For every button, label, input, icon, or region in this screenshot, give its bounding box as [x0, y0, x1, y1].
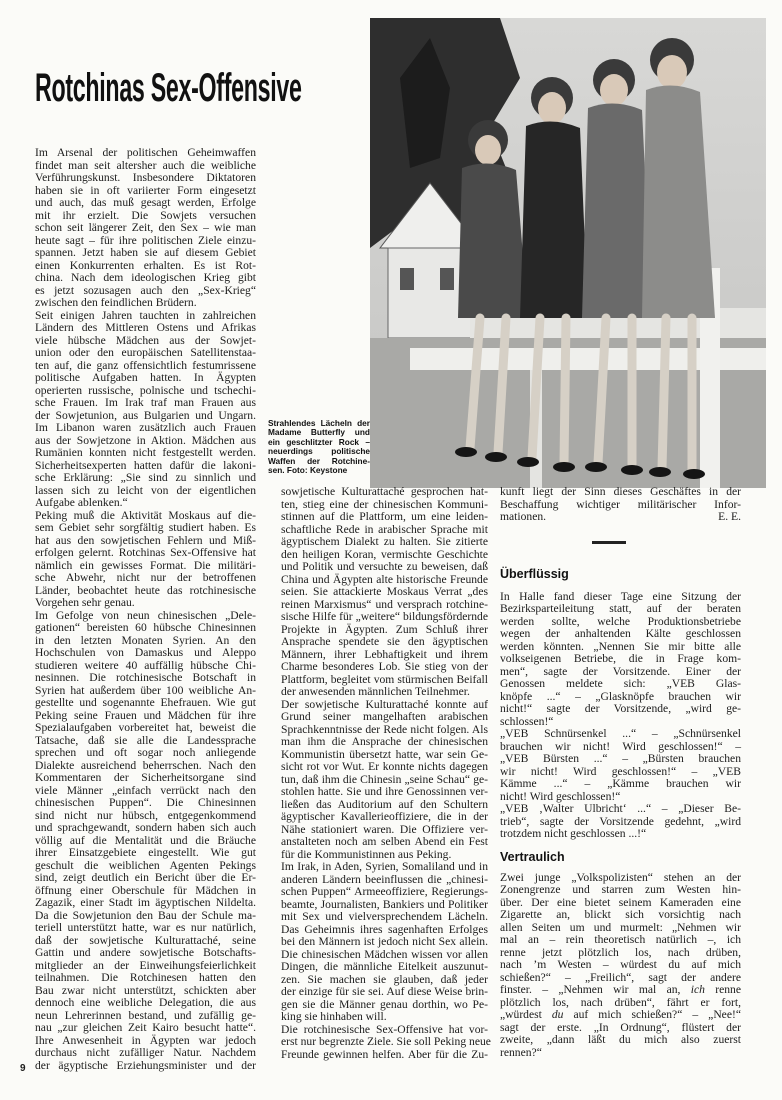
text-line: bei den Männern ist jedoch nicht Sex allein. — [281, 935, 488, 948]
text-line: trotzdem nicht geschlossen ...!“ — [500, 827, 647, 840]
text-line: mit ihr erzielt. Die Sowjets versuchen — [35, 208, 256, 222]
text-line: trieb“, sagte der Vorsitzende gedehnt, „wird — [500, 814, 741, 828]
paragraph — [35, 147, 256, 310]
section-heading-vertraulich: Vertraulich — [500, 849, 565, 864]
text-line: studieren weitere 40 auffällig hübsche Chi- — [35, 658, 256, 672]
text-line: seien. Sie attackierte Moskaus Verrat „des — [281, 585, 488, 598]
text-line: china. Nach dem ideologischen Krieg gibt — [35, 271, 256, 284]
text-line: plötzlich los, nach drüben“, fährt er fort, — [500, 995, 741, 1009]
text-segment: finster. – „Nehmen wir mal an, — [500, 983, 691, 996]
text-line: kunft liegt der Sinn dieses Geschäftes in der — [500, 485, 741, 498]
paragraph — [281, 861, 488, 1024]
text-line: Tatsache, daß sie alle die Landessprache — [35, 733, 256, 747]
text-line: Ländern des Mittleren Ostens und Afrikas — [35, 321, 256, 334]
text-line: neuerdings politische — [268, 446, 370, 457]
text-line: stinnen auf die Plattform, um eine leiden- — [281, 510, 488, 523]
paragraph — [281, 486, 488, 699]
text-line: werden könnten. „Nennen Sie mir bitte alle — [500, 639, 741, 653]
text-line: Bezirksparteileitung statt, auf der beraten — [500, 602, 741, 615]
text-line: rennen?“ — [500, 1045, 542, 1059]
article-ending-last-line — [500, 511, 741, 524]
paragraph — [500, 591, 741, 729]
text-line: nau „zur gleichen Zeit Kairo besucht hatte“. — [35, 1021, 256, 1034]
text-line: Zagazik, einer Stadt im ägyptischen Nildelta. — [35, 896, 256, 909]
text-line: der einzige für sie sei. Auf diese Weise brin- — [281, 985, 488, 998]
text-line: sche Frauen. Im Irak traf man Frauen aus — [35, 396, 256, 409]
text-line: ein geschlitzter Rock – — [268, 436, 370, 447]
text-line: mit Sex und vielversprechendem Lächeln. — [281, 910, 488, 923]
text-line: ten auf, die ganz offensichtlich festumrissene — [35, 358, 256, 372]
text-line: neun Lehrerinnen bestand, und zufällig ge- — [35, 1008, 256, 1022]
text-line: Vorgehen sehr genau. — [35, 596, 135, 609]
text-line: anstalteten noch am selben Abend ein Fest — [281, 835, 488, 848]
text-line: reinen Marxismus“ und versprach rotchine- — [281, 597, 488, 611]
text-line: Madame Butterfly und — [268, 427, 370, 438]
paragraph — [500, 803, 741, 841]
text-line: zwischen den feindlichen Brüdern. — [35, 296, 197, 309]
text-line: öffnung einer Oberschule für Mädchen in — [35, 883, 256, 897]
text-line: sind, zeigt deutlich ein Bericht über die Er- — [35, 871, 256, 884]
text-line: mal an – rein theoretisch natürlich –, ich — [500, 933, 741, 946]
text-line: politische Aufgaben hatten. In Ägypten — [35, 371, 256, 384]
text-line: sind nicht nur hübsch, entgegenkommend — [35, 808, 256, 822]
text-line: schießen?“ – „Freilich“, sagt der andere — [500, 970, 741, 984]
paragraph — [35, 310, 256, 510]
text-line: geschult die weiblichen Agenten Pekings — [35, 858, 256, 872]
text-line: Das Geheimnis ihres sagenhaften Erfolges — [281, 922, 488, 936]
text-line: operierten russische, polnische und tschechi- — [35, 383, 256, 397]
text-line: nämlich ein gewisses Format. Die militäri- — [35, 558, 256, 572]
text-line: Waffen der Rotchine- — [268, 455, 370, 466]
text-line: renne jetzt plötzlich los, nach drüben, — [500, 945, 741, 959]
text-line: völlig auf die Mentalität und die Bräuche — [35, 833, 256, 847]
section-body-ueberfluessig — [500, 591, 741, 841]
text-line: Ansprache spendete sie den ägyptischen — [281, 635, 488, 648]
text-segment: renne — [704, 983, 741, 996]
text-line: Kommunistin übersetzt hatte, war sein Ge- — [281, 747, 488, 761]
text-line: schon seit längerer Zeit, den Sex – wie man — [35, 221, 256, 234]
text-line: Charme besonderes Lob. Sie stieg von der — [281, 660, 488, 673]
text-line: Kämme ...“ – „Kämme brauchen wir — [500, 777, 741, 790]
paragraph — [35, 610, 256, 1073]
paragraph — [281, 1022, 491, 1062]
text-line: sische Hilfe für „weitere“ bildungsfördernde — [281, 610, 488, 623]
text-line: über. Der eine bietet seinem Kameraden eine — [500, 895, 741, 909]
text-line: Verführungskunst. Insbesondere Diktatoren — [35, 171, 256, 184]
author-signature: E. E. — [718, 510, 741, 523]
text-line: Zigarette an, blickt sich vorsichtig nach — [500, 908, 741, 921]
text-line: schlossen!“ — [500, 714, 554, 728]
text-line: viele Männer „einfach verrückt nach den — [35, 783, 256, 797]
text-line: Länder, beobachtet heute das rotchinesische — [35, 583, 256, 597]
text-line: schen Puppen“ Armeeoffiziere, Regierungs- — [281, 885, 488, 898]
text-line: brauchen wir nicht! Wird geschlossen!“ – — [500, 739, 741, 753]
text-line: findet man seit altersher auch die weibliche — [35, 158, 256, 172]
text-line: sowjetische Kulturattaché gesprochen hat- — [281, 485, 488, 498]
text-line: nicht!“ sagte der Vorsitzende, „wird ge- — [500, 702, 741, 715]
text-line: der ägyptische Erziehungsminister und der — [35, 1058, 256, 1072]
text-line: „VEB Schnürsenkel ...“ – „Schnürsenkel — [500, 727, 741, 740]
text-line: tun, daß ihm die Chinesin „seine Schau“ ge- — [281, 772, 488, 786]
text-line: erst nur begrenzte Ziele. Sie soll Peking neue — [281, 1035, 491, 1048]
text-line: Seit einigen Jahren tauchten in zahlreichen — [35, 308, 256, 322]
text-line: spannen. Jetzt haben sie auf diesem Gebiet — [35, 246, 256, 259]
article-title: Rotchinas Sex-Offensive — [35, 66, 302, 110]
text-line: Ihre Anwesenheit in Ägypten war jedoch — [35, 1033, 256, 1047]
text-line: Im Gefolge von neun chinesischen „Dele- — [35, 608, 256, 622]
text-line: und auch, das muß gesagt werden, Erfolge — [35, 196, 256, 209]
text-line: aus der Sowjetzone in Aktion. Mädchen aus — [35, 433, 256, 447]
text-line: In Halle fand dieser Tage eine Sitzung der — [500, 589, 741, 603]
text-line: schaftliche Rede in arabischer Sprache mit — [281, 522, 488, 536]
text-line: Hochschulen von Damaskus und Aleppo — [35, 646, 256, 659]
italic-text: du — [551, 1008, 564, 1021]
text-line: in den letzten Monaten Syrien. An den — [35, 633, 256, 647]
text-line: Strahlendes Lächeln der — [268, 418, 370, 428]
article-column-2 — [281, 485, 491, 1061]
text-line: Projekte in Ägypten. Zum Schluß ihrer — [281, 622, 488, 636]
text-line: union oder den europäischen Satellitenstaa- — [35, 346, 256, 359]
text-line: nicht! Wird geschlossen!“ — [500, 789, 621, 803]
text-line: knöpfe ...“ – „Glasknöpfe brauchen wir — [500, 689, 741, 703]
article-ending-text: mationen. — [500, 510, 547, 523]
text-line: Da die Sowjetunion den Bau der Schule ma- — [35, 908, 256, 922]
text-line: teilnahmen. Die Rotchinesen hatten den — [35, 971, 256, 984]
text-line: Peking seine Frauen und Mädchen für ihre — [35, 708, 256, 722]
text-line: Im Libanon waren zusätzlich auch Frauen — [35, 421, 256, 434]
text-line: Die rotchinesische Sex-Offensive hat vor- — [281, 1022, 488, 1036]
text-line: Plattform, begleitet vom stürmischen Beifall — [281, 672, 488, 686]
section-divider — [592, 541, 626, 544]
text-line: sicht rot vor Wut. Er konnte nichts dagegen — [281, 760, 488, 773]
text-line: teriell unterstützt hatte, war es nur natürlich, — [35, 921, 256, 934]
text-line: durchaus nicht zufälliger Natur. Nachdem — [35, 1046, 256, 1059]
text-line: volkseigenen Betriebe, die in Frage kom- — [500, 652, 741, 665]
text-line: der anwesenden männlichen Teilnehmer. — [281, 685, 470, 698]
text-segment: „würdest — [500, 1008, 552, 1021]
text-line: einen Konkurrenten erhalten. Es ist Rot- — [35, 258, 256, 272]
section-heading-ueberfluessig: Überflüssig — [500, 566, 569, 581]
text-line: und sprachgewandt, sondern haben sich auch — [35, 821, 256, 834]
text-line: Freunde gewinnen helfen. Aber für die Zu- — [281, 1047, 488, 1061]
text-line: Rumänien konnten nicht festgestellt werden. — [35, 446, 256, 459]
text-line: Der sowjetische Kulturattaché konnte auf — [281, 697, 488, 711]
text-line: sche Erklärung: „Sie sind zu sinnlich und — [35, 471, 256, 484]
section-body-vertraulich — [500, 872, 741, 1060]
text-line: „VEB ‚Walter Ulbricht‘ ...“ – „Dieser Be- — [500, 802, 741, 815]
text-line: haben sie in oft variierter Form eingesetzt — [35, 183, 256, 197]
photo-four-women-on-bench — [370, 18, 766, 488]
text-line: werden sollte, welche Produktionsbetriebe — [500, 614, 741, 628]
text-line: gestellte und sogenannte Ehefrauen. Wie gut — [35, 696, 256, 709]
text-line: für die Kommunistinnen aus Peking. — [281, 847, 452, 861]
text-line: sche Abwehr, nicht nur der betroffenen — [35, 571, 256, 584]
text-line: Peking muß die Aktivität Moskaus auf die- — [35, 508, 256, 522]
text-line: es jetzt sozusagen auch den „Sex-Krieg“ — [35, 283, 256, 297]
text-line: und Politik und versuchte zu beweisen, daß — [281, 560, 488, 573]
text-segment: auf mich schießen?“ – „Nee!“ — [563, 1008, 741, 1021]
text-line: sprechen und oft sogar noch anliegende — [35, 746, 256, 759]
text-line: Dialekte ausreichend beherrschen. Nach den — [35, 758, 256, 772]
text-line — [500, 984, 741, 997]
text-line: „VEB Bürsten ...“ – „Bürsten brauchen — [500, 752, 741, 765]
text-line: ihrer Einsatzgebiete eingestellt. Wie gut — [35, 846, 256, 859]
text-line: zen. Sie machen sie glauben, daß jeder — [281, 972, 488, 986]
text-line: den heiligen Koran, vermischte Geschichte — [281, 547, 488, 561]
text-line: Dingen, die männliche Eitelkeit auszunut- — [281, 960, 488, 973]
text-line: Männern, ihrer Lebhaftigkeit und ihrem — [281, 647, 488, 661]
paragraph — [35, 510, 256, 610]
text-line: sagt der erste. „In Ordnung“, flüstert der — [500, 1020, 741, 1034]
text-line: wegen der anhaltenden Kälte geschlossen — [500, 627, 741, 640]
text-line: sen. Foto: Keystone — [268, 464, 348, 475]
text-line: Sprachkenntnisse der Rede nicht folgen. Als — [281, 722, 488, 736]
text-line: Zwei junge „Volkspolizisten“ stehen an der — [500, 870, 741, 884]
text-line: stohlen hatte. Sie und ihre Genossinnen ver- — [281, 785, 488, 798]
text-line: Nähe stationiert waren. Die Offiziere ver- — [281, 822, 488, 836]
text-line: ließen das Auditorium auf den Schultern — [281, 797, 488, 811]
text-line: Beschaffung wichtiger militärischer Infor- — [500, 497, 741, 511]
text-line: anderen Ländern beeinflussen die „chinesi- — [281, 872, 488, 886]
text-line: chinesischen Puppen“. Die Chinesinnen — [35, 796, 256, 809]
text-line: Im Irak, in Aden, Syrien, Somaliland und in — [281, 860, 488, 873]
article-column-1 — [35, 147, 256, 1072]
text-line: nach ’m Westen – würdest du auf mich — [500, 958, 741, 971]
text-line: Zonengrenze und starren zum Westen hin- — [500, 883, 741, 896]
text-line: sem Gebiet sehr sorgfältig studiert haben. Es — [35, 521, 256, 534]
text-line: nesinnen. Die rotchinesische Botschaft in — [35, 671, 256, 684]
text-line: der Sowjetunion, aus Bulgarien und Ungarn. — [35, 408, 256, 422]
text-line: gen sie die Männer genau dorthin, wo Pe- — [281, 997, 488, 1011]
text-line: heute sagt – für ihre politischen Ziele einzu- — [35, 233, 256, 247]
text-line — [500, 1009, 741, 1022]
text-line: Die chinesischen Mädchen wissen vor allen — [281, 947, 488, 961]
page-number: 9 — [20, 1063, 26, 1074]
text-line: zweite, „dann läßt du mich also zuerst — [500, 1033, 741, 1046]
text-line: Spezialaufgaben vorbereitet hat, beweist die — [35, 721, 256, 734]
text-line: Aufgabe ablenken.“ — [35, 496, 128, 509]
paragraph — [500, 872, 741, 1060]
italic-text: ich — [690, 983, 705, 996]
text-line: Kommentaren der Sicherheitsorgane sind — [35, 771, 256, 784]
text-line: China und Ägypten alte historische Freunde — [281, 572, 488, 586]
text-line: man ihm die Ansprache der chinesischen — [281, 735, 488, 748]
text-line: lassen sich zu leicht von der eigentlichen — [35, 483, 256, 497]
article-ending — [500, 486, 741, 511]
text-line: dennoch eine weibliche Delegation, die aus — [35, 996, 256, 1009]
text-line: Sicherheitsexperten hatten dafür die lakoni- — [35, 458, 256, 472]
text-line: king sie hinhaben will. — [281, 1010, 387, 1023]
text-line: wir nicht! Wird geschlossen!“ – „VEB — [500, 764, 741, 778]
text-line: men“, sagte der Vorsitzende. Einer der — [500, 664, 741, 678]
text-line: allen Seiten um und murmelt: „Nehmen wir — [500, 920, 741, 934]
text-line: Bau zwar nicht unterstützt, schickten aber — [35, 983, 256, 997]
text-line: ägyptischem Dialekt zu halten. Sie zitierte — [281, 535, 488, 548]
text-line: Grund seiner mangelhaften arabischen — [281, 710, 488, 723]
text-line: daß der sowjetische Kulturattaché, seine — [35, 933, 256, 947]
paragraph — [500, 728, 741, 803]
text-line: ägyptischer Kavallerieoffiziere, die in der — [281, 810, 488, 823]
text-line: Syrien hat außerdem über 100 weibliche An- — [35, 683, 256, 697]
text-line: Gattin und andere sowjetische Botschafts- — [35, 946, 256, 959]
paragraph — [281, 699, 488, 862]
text-line: beamte, Journalisten, Bankiers und Politiker — [281, 897, 488, 911]
text-line: hat aus den sowjetischen Fehlern und Miß- — [35, 533, 256, 547]
text-line: ten, stieg eine der chinesischen Kommuni- — [281, 497, 488, 511]
text-line: Genossen meldete sich: „VEB Glas- — [500, 677, 741, 690]
photo-caption — [268, 419, 370, 475]
text-line: viele hübsche Mädchen aus der Sowjet- — [35, 333, 256, 347]
text-line: gationen“ bereisten 60 hübsche Chinesinnen — [35, 621, 256, 634]
article-column-3 — [500, 486, 741, 1059]
text-line: erfolgen gelernt. Rotchinas Sex-Offensive hat — [35, 546, 256, 559]
text-line: Im Arsenal der politischen Geheimwaffen — [35, 146, 256, 159]
text-line: mitglieder an der Einweihungsfeierlichkeit — [35, 958, 256, 972]
